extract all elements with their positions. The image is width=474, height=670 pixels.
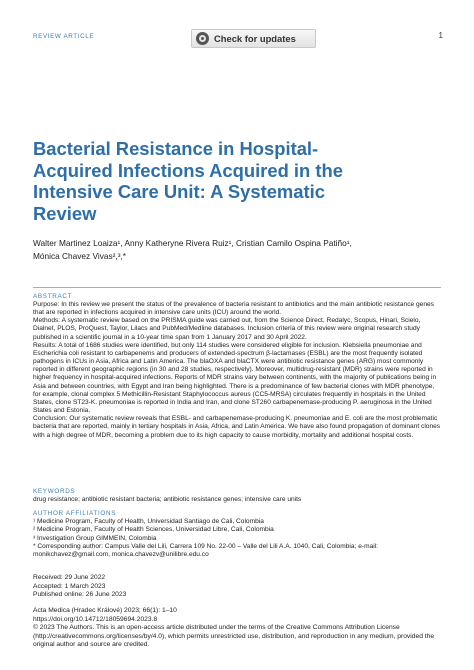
affiliation-item: ¹ Medicine Program, Faculty of Health, Universidad Santiago de Cali, Colombia bbox=[33, 518, 264, 525]
affiliation-item: ² Medicine Program, Faculty of Health Sciences, Universidad Libre, Cali, Colombia bbox=[33, 526, 274, 534]
affiliation-item: ³ Investigation Group GIMMEIN, Colombia bbox=[33, 534, 157, 542]
affiliations-list bbox=[33, 518, 443, 559]
accepted-date: Accepted: 1 March 2023 bbox=[33, 582, 106, 590]
author-list bbox=[33, 237, 443, 263]
article-type-label: REVIEW ARTICLE bbox=[33, 33, 95, 40]
article-footer bbox=[33, 607, 443, 650]
page-number: 1 bbox=[438, 31, 443, 40]
received-date: Received: 29 June 2022 bbox=[33, 574, 106, 581]
check-for-updates-label: Check for updates bbox=[214, 33, 296, 44]
section-divider bbox=[33, 287, 441, 288]
abstract-conclusion: Conclusion: Our systematic review reveals that ESBL- and carbapenemase-producing K. pneumoniae and E. coli are the most problematic bacteria that are reported, mainly in tertiary hospitals in Asia, Africa, and Latin America. We have also found propagation of dominant clones with a high degree of MDR, becoming a problem due to its high capacity to cause morbidity, mortality and additional hospital costs. bbox=[33, 415, 441, 439]
keywords-text: drug resistance; antibiotic resistant bacteria; antibiotic resistance genes; intensive care units bbox=[33, 496, 302, 503]
abstract-results: Results: A total of 1686 studies were identified, but only 114 studies were considered eligible for inclusion. Klebsiella pneumoniae and Escherichia coli resistant to carbapenems and producers of extended-spectrum β-lactamases (ESBL) are the most frequently isolated pathogens in ICUs in Asia, Africa and Latin America. The blaOXA and blaCTX were antibiotic resistance genes (ARG) most commonly reported in different geographic regions (in 30 and 28 studies, respectively). Moreover, multidrug-resistant (MDR) strains were reported in higher frequency in hospital-acquired infections. Reports of MDR strains vary between continents, with the majority of publications being in Asia and between countries, with Egypt and Iran being highlighted. There is a predominance of few bacterial clones with MDR phenotype, for example, clonal complex 5 Methicillin-Resistant Staphylococcus aureus (CC5-MRSA) circulates frequently in hospitals in the United States, clone ST23-K. pneumoniae is reported in India and Iran, and clone ST260 carbapenemase-producing P. aeruginosa in the United States and Estonia. bbox=[33, 341, 437, 415]
article-title: Bacterial Resistance in Hospital-Acquired Infections Acquired in the Intensive Care Unit: A Systematic Review bbox=[33, 138, 343, 224]
check-for-updates-button[interactable] bbox=[191, 29, 316, 48]
abstract-body bbox=[33, 301, 443, 440]
author-line-2: Mónica Chavez Vivas²,³,* bbox=[33, 251, 126, 261]
crossmark-icon bbox=[196, 32, 209, 45]
publication-dates bbox=[33, 574, 126, 600]
corresponding-author: * Corresponding author: Campus Valle del Lili, Carrera 109 No. 22-00 – Valle del Lili A.A. 1040, Cali, Colombia; e-mail: monikchavez@gmail.com, monica.chavezv@unilibre.edu.co bbox=[33, 542, 379, 559]
affiliations-heading: AUTHOR AFFILIATIONS bbox=[33, 510, 117, 517]
author-line-1: Walter Martinez Loaiza¹, Anny Katheryne Rivera Ruiz¹, Cristian Camilo Ospina Patiño¹, bbox=[33, 238, 352, 248]
abstract-purpose: Purpose: In this review we present the status of the prevalence of bacteria resistant to antibiotics and the main antibiotic resistance genes that are reported in infections acquired in intensive care units (ICU) around the world. bbox=[33, 301, 434, 317]
journal-citation: Acta Medica (Hradec Králové) 2023; 66(1): 1–10 bbox=[33, 607, 177, 614]
keywords-heading: KEYWORDS bbox=[33, 488, 76, 495]
abstract-methods: Methods: A systematic review based on the PRISMA guide was carried out, from the Science Direct, Redalyc, Scopus, Hinari, Scielo, Dialnet, PLOS, ProQuest, Taylor, Lilacs and PubMed/Medline databases. Inclusion criteria of this review were original research study published in a scientific journal in a 10-year time span from 1 January 2017 and 30 April 2022. bbox=[33, 317, 421, 341]
abstract-heading: ABSTRACT bbox=[33, 293, 73, 300]
license-text: © 2023 The Authors. This is an open-access article distributed under the terms of the Creative Commons Attribution License (http://creativecommons.org/licenses/by/4.0), which permits unrestricted use, distribution, and reproduction in any medium, provided the original author and source are credited. bbox=[33, 624, 435, 649]
published-date: Published online: 26 June 2023 bbox=[33, 591, 127, 599]
doi-link[interactable]: https://doi.org/10.14712/18059694.2023.8 bbox=[33, 615, 158, 623]
